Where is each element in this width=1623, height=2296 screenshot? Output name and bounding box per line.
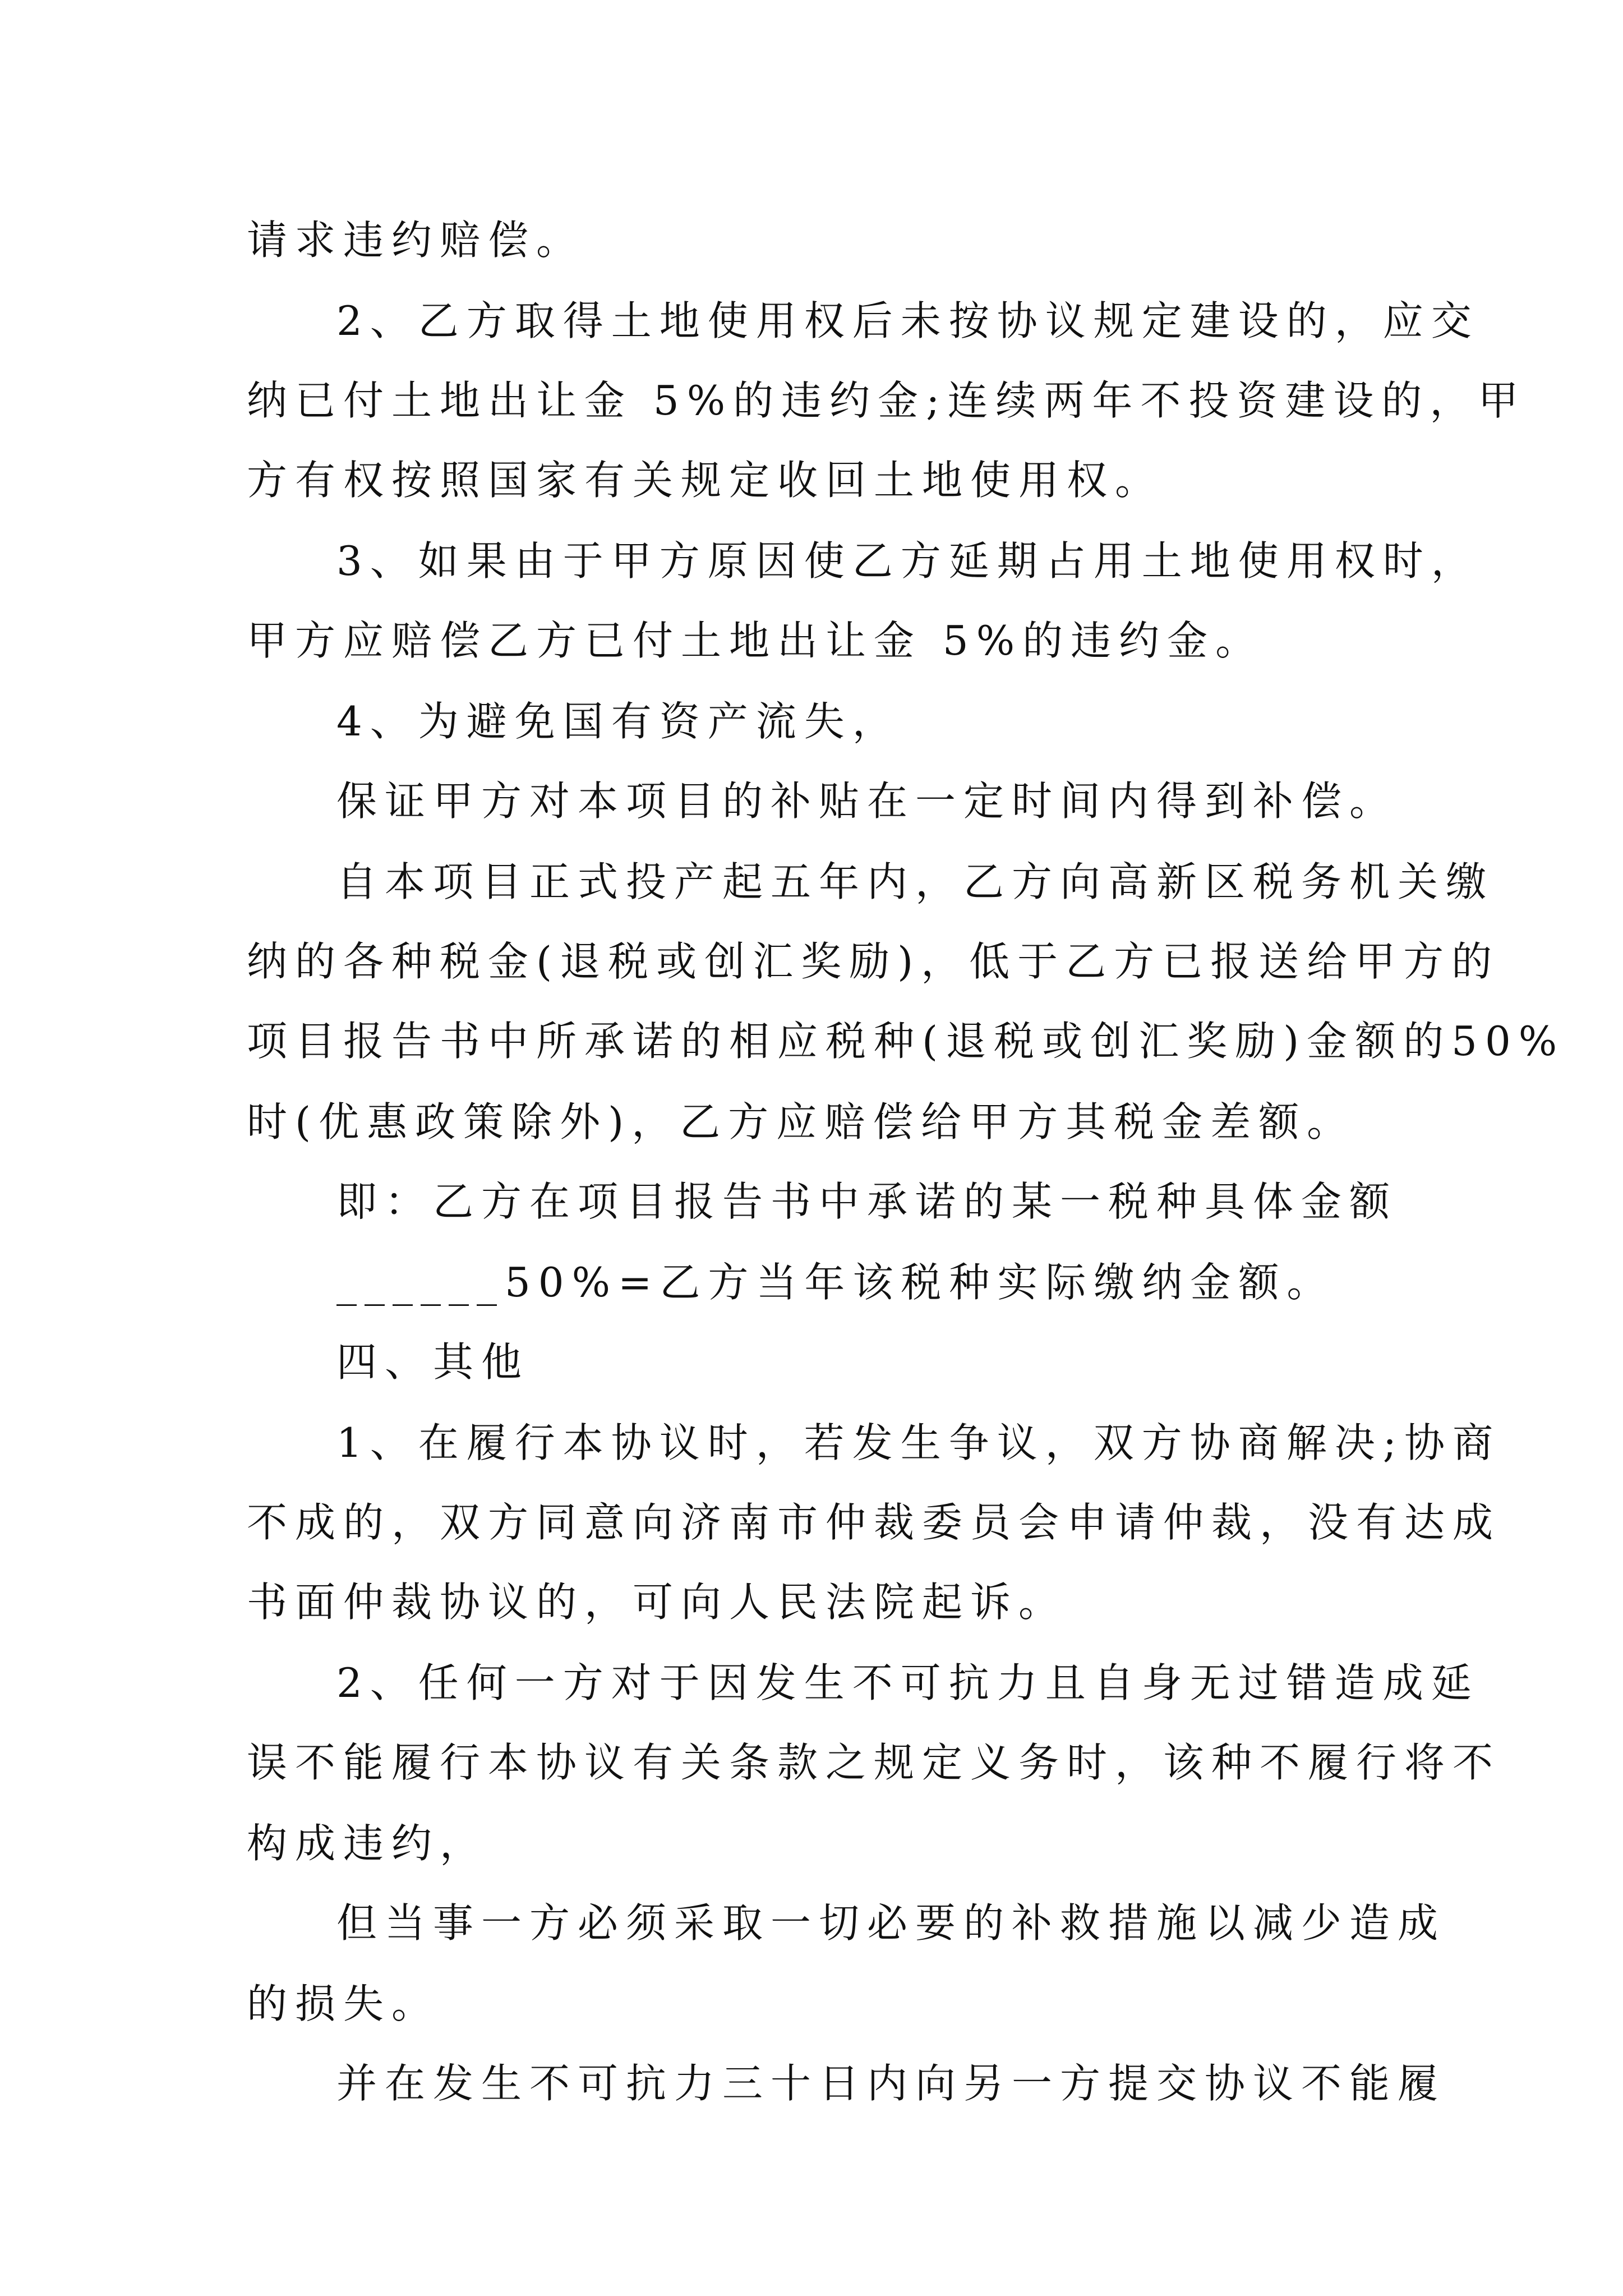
text-line: 误不能履行本协议有关条款之规定义务时，该种不履行将不 xyxy=(247,1739,1501,1786)
text-line: 1、在履行本协议时，若发生争议，双方协商解决;协商 xyxy=(336,1419,1501,1466)
text-line: 即：乙方在项目报告书中承诺的某一税种具体金额 xyxy=(336,1178,1398,1225)
text-line: 纳已付土地出让金 5%的违约金;连续两年不投资建设的，甲 xyxy=(247,377,1527,424)
text-line: ______50%=乙方当年该税种实际缴纳金额。 xyxy=(336,1259,1335,1306)
text-line: 2、任何一方对于因发生不可抗力且自身无过错造成延 xyxy=(336,1659,1479,1706)
text-line: 时(优惠政策除外)，乙方应赔偿给甲方其税金差额。 xyxy=(247,1098,1355,1145)
text-line: 保证甲方对本项目的补贴在一定时间内得到补偿。 xyxy=(336,777,1398,825)
text-line: 4、为避免国有资产流失， xyxy=(336,698,901,745)
text-line: 项目报告书中所承诺的相应税种(退税或创汇奖励)金额的50% xyxy=(247,1018,1565,1065)
section-heading: 四、其他 xyxy=(336,1338,530,1386)
text-line: 2、乙方取得土地使用权后未按协议规定建设的，应交 xyxy=(336,297,1479,344)
text-line: 不成的，双方同意向济南市仲裁委员会申请仲裁，没有达成 xyxy=(247,1499,1501,1546)
text-line: 并在发生不可抗力三十日内向另一方提交协议不能履 xyxy=(336,2060,1446,2107)
text-line: 纳的各种税金(退税或创汇奖励)，低于乙方已报送给甲方的 xyxy=(247,938,1500,985)
text-line: 书面仲裁协议的，可向人民法院起诉。 xyxy=(247,1579,1067,1626)
text-line: 的损失。 xyxy=(247,1980,440,2027)
text-line: 构成违约， xyxy=(247,1820,488,1867)
text-line: 请求违约赔偿。 xyxy=(247,217,585,264)
text-line: 方有权按照国家有关规定收回土地使用权。 xyxy=(247,457,1164,504)
text-line: 自本项目正式投产起五年内，乙方向高新区税务机关缴 xyxy=(336,858,1495,905)
text-line: 甲方应赔偿乙方已付土地出让金 5%的违约金。 xyxy=(247,617,1264,664)
text-line: 3、如果由于甲方原因使乙方延期占用土地使用权时， xyxy=(336,537,1479,585)
text-line: 但当事一方必须采取一切必要的补救措施以减少造成 xyxy=(336,1899,1446,1947)
